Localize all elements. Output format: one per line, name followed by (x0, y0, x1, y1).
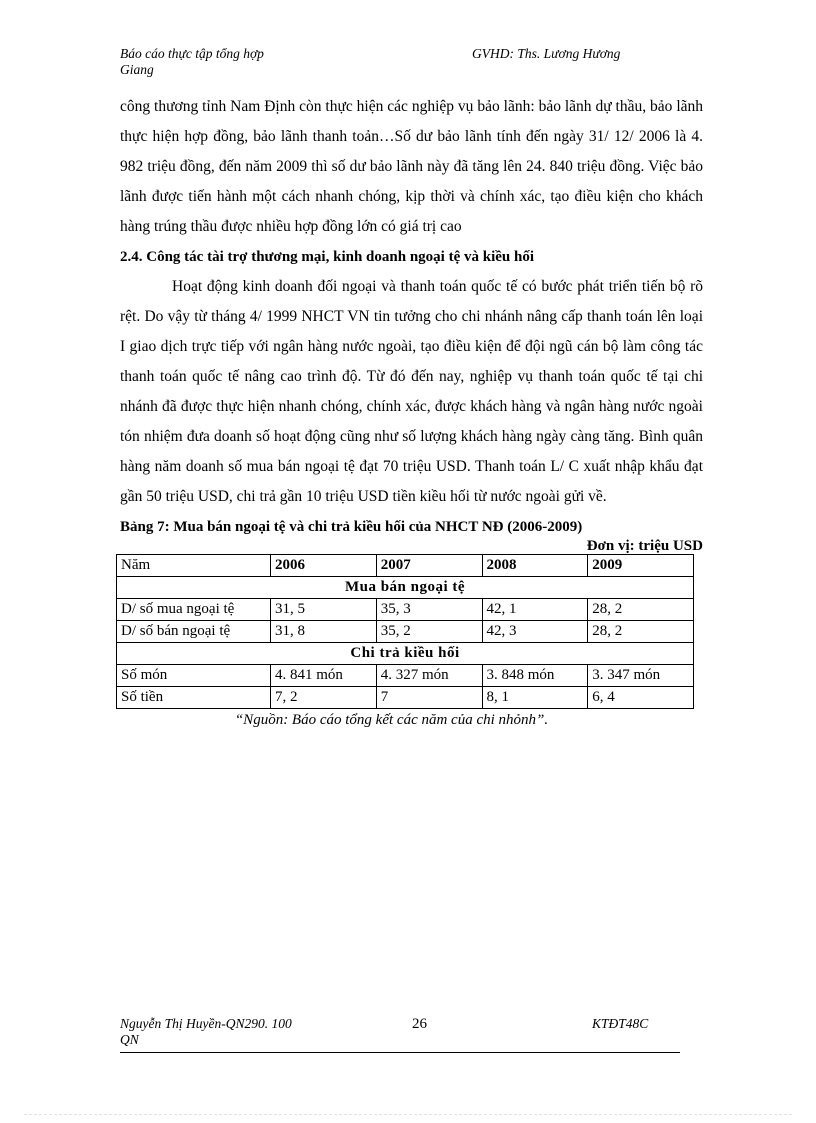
table-header-row (117, 555, 694, 577)
page-footer (120, 1016, 680, 1053)
table-cell: Số tiền (117, 687, 271, 709)
page-number: 26 (412, 1016, 427, 1032)
table-cell: Số món (117, 665, 271, 687)
table-header-cell: 2007 (376, 555, 482, 577)
table-cell: 3. 347 món (588, 665, 694, 687)
paragraph-foreign-exchange: Hoạt động kinh doanh đối ngoại và thanh toán quốc tế có bước phát triển tiến bộ rõ rệt. Do vậy từ tháng 4/ 1999 NHCT VN tin tưởng cho chi nhánh nâng cấp thanh toán lên loại I giao dịch trực tiếp với ngân hàng nước ngoài, tạo điều kiện để đội ngũ cán bộ làm công tác thanh toán quốc tế nâng cao trình độ. Từ đó đến nay, nghiệp vụ thanh toán quốc tế tại chi nhánh đã được thực hiện nhanh chóng, chính xác, được khách hàng và ngân hàng nước ngoài tón nhiệm đưa doanh số hoạt động cũng như số lượng khách hàng ngày càng tăng. Bình quân hàng năm doanh số mua bán ngoại tệ đạt 70 triệu USD. Thanh toán L/ C xuất nhập khẩu đạt gần 50 triệu USD, chi trả gần 10 triệu USD tiền kiều hối từ nước ngoài gửi về. (120, 278, 703, 505)
table-cell: 8, 1 (482, 687, 588, 709)
table-section-label: Chi trả kiều hối (117, 643, 694, 665)
table-cell: 28, 2 (588, 599, 694, 621)
table-cell: D/ số mua ngoại tệ (117, 599, 271, 621)
table-unit: Đơn vị: triệu USD (586, 538, 703, 554)
table-section-row (117, 577, 694, 599)
table-section-row (117, 643, 694, 665)
data-table (116, 554, 694, 709)
table-cell: 7 (376, 687, 482, 709)
table-cell: 3. 848 món (482, 665, 588, 687)
table-row (117, 621, 694, 643)
table-cell: 4. 841 món (271, 665, 377, 687)
table-header-cell: 2008 (482, 555, 588, 577)
table-row (117, 665, 694, 687)
table-title: Bảng 7: Mua bán ngoại tệ và chi trả kiều hối của NHCT NĐ (2006-2009) (120, 519, 583, 535)
table-header-cell: 2009 (588, 555, 694, 577)
table-source-note: “Nguồn: Báo cáo tổng kết các năm của chi nhỏnh”. (234, 712, 549, 728)
footer-author: Nguyễn Thị Huyền-QN290. 100 QN (120, 1016, 292, 1047)
table-cell: 6, 4 (588, 687, 694, 709)
table-cell: 35, 2 (376, 621, 482, 643)
table-cell: D/ số bán ngoại tệ (117, 621, 271, 643)
footer-class-code: KTĐT48C (592, 1016, 649, 1031)
table-cell: 28, 2 (588, 621, 694, 643)
page-bottom-edge (24, 1114, 792, 1115)
table-cell: 31, 5 (271, 599, 377, 621)
document-body (120, 92, 703, 729)
table-cell: 42, 3 (482, 621, 588, 643)
table-cell: 35, 3 (376, 599, 482, 621)
table-cell: 42, 1 (482, 599, 588, 621)
section-heading: 2.4. Công tác tài trợ thương mại, kinh doanh ngoại tệ và kiều hối (120, 249, 535, 265)
table-section-label: Mua bán ngoại tệ (117, 577, 694, 599)
table-cell: 4. 327 món (376, 665, 482, 687)
table-header-cell: Năm (117, 555, 271, 577)
paragraph-guarantee: công thương tỉnh Nam Định còn thực hiện các nghiệp vụ bảo lãnh: bảo lãnh dự thầu, bảo lãnh thực hiện hợp đồng, bảo lãnh thanh toản…Số dư bảo lãnh tính đến ngày 31/ 12/ 2006 là 4. 982 triệu đồng, đến năm 2009 thì số dư bảo lãnh này đã tăng lên 24. 840 triệu đồng. Việc bảo lãnh được tiến hành một cách nhanh chóng, kịp thời và chính xác, tạo điều kiện cho khách hàng trúng thầu được nhiều hợp đồng lớn có giá trị cao (120, 98, 703, 235)
table-row (117, 687, 694, 709)
header-advisor: GVHD: Ths. Lương Hương (472, 46, 621, 61)
table-cell: 31, 8 (271, 621, 377, 643)
table-row (117, 599, 694, 621)
table-header-cell: 2006 (271, 555, 377, 577)
header-report-title: Báo cáo thực tập tổng hợp Giang (120, 46, 264, 77)
page-header (120, 46, 680, 86)
table-cell: 7, 2 (271, 687, 377, 709)
